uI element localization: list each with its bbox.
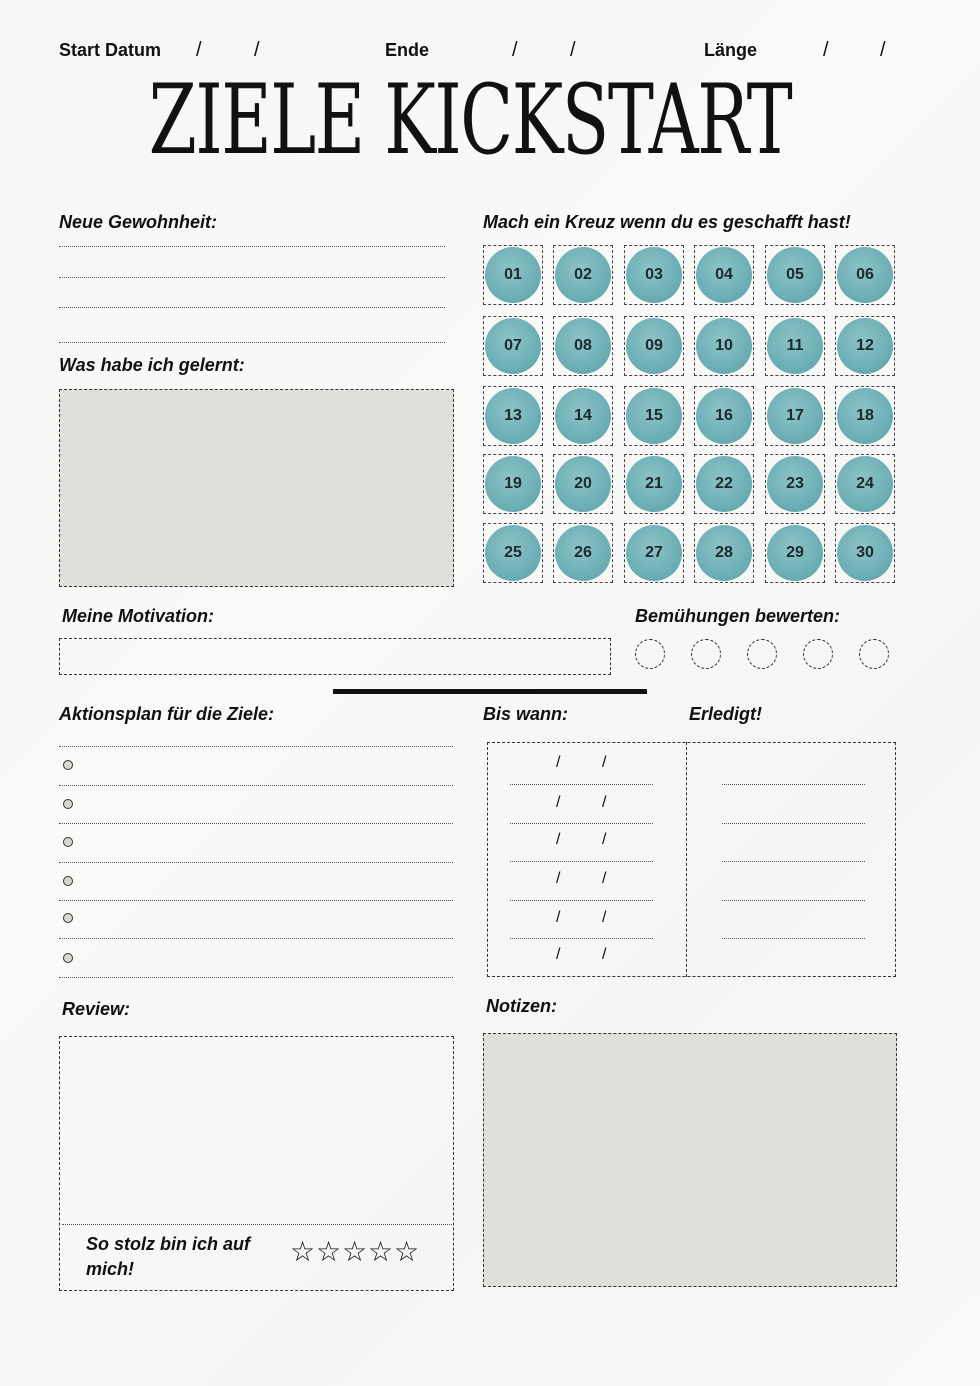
- deadline-table: [487, 742, 896, 977]
- action-bullet[interactable]: [63, 760, 73, 770]
- new-habit-label: Neue Gewohnheit:: [59, 212, 218, 232]
- learned-label: Was habe ich gelernt:: [59, 355, 245, 375]
- effort-rating-circle[interactable]: [803, 639, 833, 669]
- day-number: 06: [837, 247, 893, 303]
- day-cell[interactable]: [624, 386, 684, 446]
- day-number: 13: [485, 388, 541, 444]
- effort-rating-circle[interactable]: [635, 639, 665, 669]
- day-cell[interactable]: [483, 523, 543, 583]
- day-number: 14: [555, 388, 611, 444]
- day-number: 01: [485, 247, 541, 303]
- day-number: 05: [767, 247, 823, 303]
- deadline-slash: /: [602, 909, 607, 926]
- learned-box[interactable]: [59, 389, 454, 587]
- deadline-table-divider: [686, 742, 687, 977]
- motivation-field[interactable]: [59, 638, 611, 675]
- action-bullet[interactable]: [63, 876, 73, 886]
- day-cell[interactable]: [624, 523, 684, 583]
- done-line[interactable]: [722, 823, 865, 824]
- deadline-slash: /: [556, 794, 561, 811]
- done-label: Erledigt!: [689, 704, 763, 724]
- review-separator: [62, 1224, 452, 1225]
- deadline-line[interactable]: [510, 861, 653, 862]
- star-icon[interactable]: ☆: [342, 1236, 368, 1267]
- notes-box[interactable]: [483, 1033, 897, 1287]
- deadline-slash: /: [602, 946, 607, 963]
- action-line[interactable]: [59, 900, 453, 901]
- day-cell[interactable]: [483, 316, 543, 376]
- day-cell[interactable]: [835, 454, 895, 514]
- day-cell[interactable]: [553, 245, 613, 305]
- action-bullet[interactable]: [63, 913, 73, 923]
- deadline-line[interactable]: [510, 900, 653, 901]
- day-cell[interactable]: [765, 245, 825, 305]
- proud-text-line1: So stolz bin ich auf: [86, 1234, 251, 1254]
- end-date-slash-1: /: [512, 39, 518, 61]
- day-cell[interactable]: [483, 245, 543, 305]
- day-cell[interactable]: [694, 454, 754, 514]
- day-cell[interactable]: [553, 316, 613, 376]
- action-plan-label: Aktionsplan für die Ziele:: [59, 704, 275, 724]
- day-number: 17: [767, 388, 823, 444]
- day-cell[interactable]: [694, 386, 754, 446]
- day-cell[interactable]: [694, 316, 754, 376]
- motivation-label: Meine Motivation:: [62, 606, 214, 626]
- start-date-slash-2: /: [254, 39, 260, 61]
- length-slash-2: /: [880, 39, 886, 61]
- tracker-instruction: Mach ein Kreuz wenn du es geschafft hast!: [483, 212, 851, 232]
- action-line[interactable]: [59, 938, 453, 939]
- deadline-slash: /: [556, 946, 561, 963]
- deadline-slash: /: [556, 909, 561, 926]
- effort-rating-circle[interactable]: [691, 639, 721, 669]
- day-cell[interactable]: [765, 454, 825, 514]
- day-tracker-grid: [483, 245, 898, 585]
- done-line[interactable]: [722, 900, 865, 901]
- day-cell[interactable]: [765, 523, 825, 583]
- day-number: 11: [767, 318, 823, 374]
- deadline-line[interactable]: [510, 784, 653, 785]
- day-number: 20: [555, 456, 611, 512]
- start-date-label: Start Datum: [59, 40, 162, 60]
- effort-rating-circle[interactable]: [859, 639, 889, 669]
- end-date-slash-2: /: [570, 39, 576, 61]
- day-cell[interactable]: [553, 523, 613, 583]
- done-line[interactable]: [722, 938, 865, 939]
- deadline-slash: /: [602, 794, 607, 811]
- day-number: 23: [767, 456, 823, 512]
- deadline-slash: /: [602, 831, 607, 848]
- deadline-slash: /: [556, 870, 561, 887]
- day-cell[interactable]: [835, 386, 895, 446]
- day-number: 03: [626, 247, 682, 303]
- deadline-slash: /: [602, 870, 607, 887]
- day-number: 22: [696, 456, 752, 512]
- deadline-slash: /: [556, 754, 561, 771]
- proud-text-line2: mich!: [86, 1259, 135, 1279]
- action-line[interactable]: [59, 862, 453, 863]
- day-cell[interactable]: [624, 316, 684, 376]
- day-cell[interactable]: [835, 523, 895, 583]
- star-icon[interactable]: ☆: [290, 1236, 316, 1267]
- new-habit-line[interactable]: [59, 277, 445, 278]
- day-cell[interactable]: [624, 245, 684, 305]
- done-line[interactable]: [722, 784, 865, 785]
- day-cell[interactable]: [765, 316, 825, 376]
- action-bullet[interactable]: [63, 837, 73, 847]
- notes-label: Notizen:: [486, 996, 557, 1016]
- day-cell[interactable]: [483, 454, 543, 514]
- day-number: 21: [626, 456, 682, 512]
- deadline-line[interactable]: [510, 823, 653, 824]
- day-number: 09: [626, 318, 682, 374]
- day-number: 15: [626, 388, 682, 444]
- until-when-label: Bis wann:: [483, 704, 569, 724]
- star-icon[interactable]: ☆: [368, 1236, 394, 1267]
- action-line[interactable]: [59, 823, 453, 824]
- day-number: 02: [555, 247, 611, 303]
- length-label: Länge: [704, 40, 758, 60]
- day-cell[interactable]: [765, 386, 825, 446]
- effort-rating-circle[interactable]: [747, 639, 777, 669]
- day-number: 10: [696, 318, 752, 374]
- day-cell[interactable]: [835, 316, 895, 376]
- day-number: 27: [626, 525, 682, 581]
- day-number: 30: [837, 525, 893, 581]
- new-habit-line[interactable]: [59, 342, 445, 343]
- day-number: 08: [555, 318, 611, 374]
- day-number: 16: [696, 388, 752, 444]
- day-cell[interactable]: [835, 245, 895, 305]
- day-cell[interactable]: [694, 245, 754, 305]
- action-bullet[interactable]: [63, 953, 73, 963]
- action-line[interactable]: [59, 785, 453, 786]
- start-date-slash-1: /: [196, 39, 202, 61]
- review-label: Review:: [62, 999, 131, 1019]
- day-number: 25: [485, 525, 541, 581]
- day-number: 12: [837, 318, 893, 374]
- new-habit-line[interactable]: [59, 246, 445, 247]
- day-number: 18: [837, 388, 893, 444]
- deadline-slash: /: [602, 754, 607, 771]
- day-cell[interactable]: [624, 454, 684, 514]
- day-number: 29: [767, 525, 823, 581]
- length-slash-1: /: [823, 39, 829, 61]
- day-number: 07: [485, 318, 541, 374]
- star-icon[interactable]: ☆: [394, 1236, 420, 1267]
- action-line[interactable]: [59, 977, 453, 978]
- day-number: 26: [555, 525, 611, 581]
- day-cell[interactable]: [553, 454, 613, 514]
- star-icon[interactable]: ☆: [316, 1236, 342, 1267]
- day-number: 19: [485, 456, 541, 512]
- day-cell[interactable]: [694, 523, 754, 583]
- rate-effort-label: Bemühungen bewerten:: [635, 606, 841, 626]
- day-cell[interactable]: [553, 386, 613, 446]
- day-number: 24: [837, 456, 893, 512]
- end-date-label: Ende: [385, 40, 430, 60]
- section-divider: [333, 689, 647, 694]
- action-bullet[interactable]: [63, 799, 73, 809]
- new-habit-line[interactable]: [59, 307, 445, 308]
- done-line[interactable]: [722, 861, 865, 862]
- action-line: [59, 746, 453, 747]
- deadline-slash: /: [556, 831, 561, 848]
- page-title: ZIELE KICKSTART: [148, 64, 792, 176]
- day-number: 28: [696, 525, 752, 581]
- day-cell[interactable]: [483, 386, 543, 446]
- day-number: 04: [696, 247, 752, 303]
- deadline-line[interactable]: [510, 938, 653, 939]
